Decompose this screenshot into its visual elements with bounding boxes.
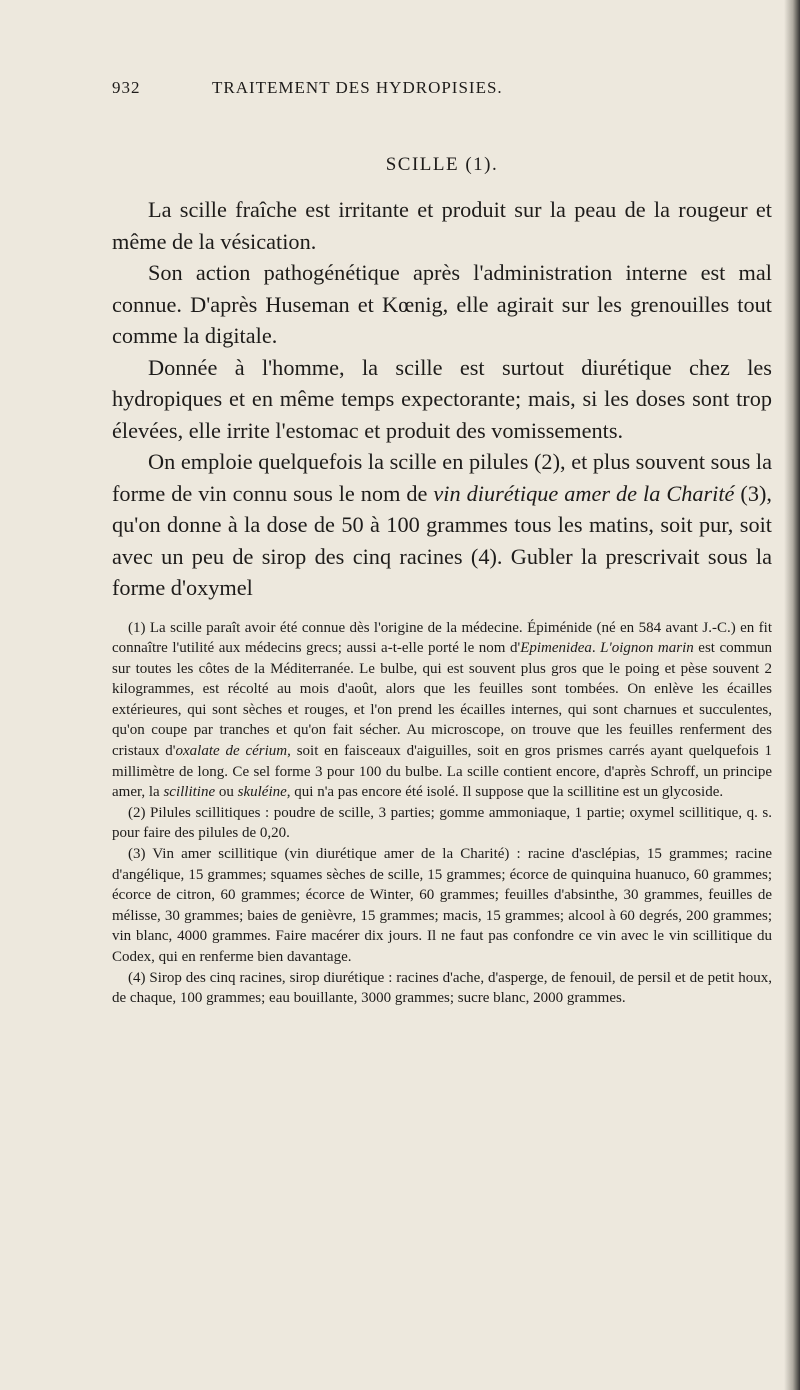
italic-term: L'oignon marin	[600, 640, 694, 657]
page-number: 932	[112, 78, 141, 97]
section-title: SCILLE (1).	[385, 154, 499, 175]
paragraph	[112, 446, 772, 604]
text-run: .	[591, 640, 601, 657]
italic-term: scillitine	[163, 784, 216, 801]
paragraph: Donnée à l'homme, la scille est surtout diurétique chez les hydropiques et en même temps expectorante; mais, si les doses sont trop élevées, elle irrite l'estomac et produit des vomissements.	[112, 354, 772, 443]
text-run: ou	[215, 784, 238, 801]
text-run: est commun sur toutes les côtes de la Méditerranée. Le bulbe, qui est souvent plus gros que le poing et pèse souvent 2 kilogrammes, est récolté au mois d'août, alors que les feuilles sont tombées. On enlève les écailles extérieures, qui sont sèches et rouges, et l'on prend les écailles internes, qui sont charnues et succulentes, qu'on coupe par tranches et qu'on fait sécher. Au microscope, on trouve que les feuilles renferment des cristaux d'	[112, 640, 773, 760]
paragraph: Son action pathogénétique après l'administration interne est mal connue. D'après Huseman et Kœnig, elle agirait sur les grenouilles tout comme la digitale.	[112, 260, 772, 348]
text-run: , soit en faisceaux d'aiguilles, soit en gros prismes carrés ayant quelquefois 1 millimètre de long. Ce sel forme 3 pour 100 du bulbe. La scille contient encore, d'après Schroff, un principe amer, la	[112, 743, 773, 801]
footnote-4: (4) Sirop des cinq racines, sirop diurétique : racines d'ache, d'asperge, de fenouil, de persil et de petit houx, de chaque, 100 grammes; eau bouillante, 3000 grammes; sucre blanc, 2000 grammes.	[112, 969, 772, 1007]
text-run: (1) La scille paraît avoir été connue dès l'origine de la médecine. Épiménide (né en 584 avant J.-C.) en fit connaître l'utilité aux médecins grecs; aussi a-t-elle porté le nom d'	[112, 619, 772, 657]
footnote-1	[112, 618, 772, 803]
running-title: TRAITEMENT DES HYDROPISIES.	[212, 78, 503, 97]
footnote-3: (3) Vin amer scillitique (vin diurétique amer de la Charité) : racine d'asclépias, 15 grammes; racine d'angélique, 15 grammes; squames sèches de scille, 15 grammes; écorce de quinquina huanuco, 60 grammes; écorce de citron, 60 grammes; écorce de Winter, 60 grammes; feuilles d'absinthe, 30 grammes, feuilles de mélisse, 30 grammes; baies de genièvre, 15 grammes; macis, 15 grammes; alcool à 60 degrés, 200 grammes; vin blanc, 4000 grammes. Faire macérer dix jours. Il ne faut pas confondre ce vin avec le vin scillitique du Codex, qui en renferme bien davantage.	[112, 846, 772, 965]
page-header	[112, 78, 772, 104]
footnote-2: (2) Pilules scillitiques : poudre de scille, 3 parties; gomme ammoniaque, 1 partie; oxymel scillitique, q. s. pour faire des pilules de 0,20.	[112, 804, 772, 842]
italic-term: oxalate de cérium	[175, 743, 288, 760]
book-page	[112, 78, 772, 1009]
italic-term: skuléine	[237, 784, 287, 801]
text-run: (3), qu'on donne à la dose de 50 à 100 grammes tous les matins, soit pur, soit avec un peu de sirop des cinq racines (4). Gubler la prescrivait sous la forme d'oxymel	[112, 480, 772, 600]
body-text	[112, 194, 772, 604]
italic-term: Epimenidea	[520, 640, 592, 657]
paragraph: La scille fraîche est irritante et produit sur la peau de la rougeur et même de la vésication.	[112, 197, 772, 254]
footnotes	[112, 618, 772, 1009]
page-edge-shadow	[784, 0, 800, 1390]
italic-term: vin diurétique amer de la Charité	[433, 480, 735, 506]
text-run: On emploie quelquefois la scille en pilules (2), et plus souvent sous la forme de vin connu sous le nom de	[112, 449, 772, 506]
text-run: , qui n'a pas encore été isolé. Il suppose que la scillitine est un glycoside.	[286, 784, 724, 801]
